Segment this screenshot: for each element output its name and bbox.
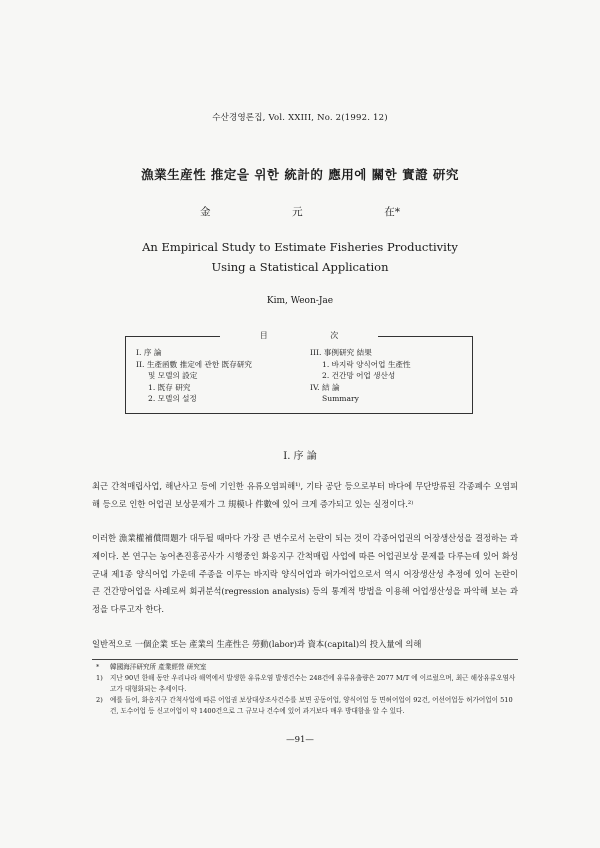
- footnote: [96, 662, 516, 673]
- toc-item: IV. 結 論: [310, 382, 340, 392]
- toc-left-column: [136, 347, 252, 405]
- footnote-text: 韓國海洋研究所 產業經營 研究室: [110, 663, 207, 671]
- toc-item: 2. 건간망 어업 생산성: [322, 371, 396, 380]
- english-title-line-1: An Empirical Study to Estimate Fisheries Productivity: [142, 240, 458, 254]
- toc-item: 2. 모델의 설정: [148, 394, 197, 403]
- paragraph: 최근 간척매립사업, 해난사고 등에 기인한 유류오염피해¹⁾, 기타 공단 등으로부터 바다에 무단방류된 각종폐수 오염피해 등으로 인한 어업권 보상문제가 그 規模나 件數에 있어 크게 증가되고 있는 실정이다.²⁾: [92, 481, 518, 509]
- toc-right-column: [310, 347, 411, 405]
- footnote-text: 예를 들어, 화옹지구 간척사업에 따른 어업권 보상대상조사건수를 보면 공동어업, 양식어업 등 면허어업이 92건, 어선어업등 허가어업이 510건, 도수어업 등 신고어업이 약 1400건으로 그 규모나 건수에 있어 과거보다 매우 방대함을 알 수 있다.: [110, 696, 513, 715]
- toc-item: I. 序 論: [136, 348, 162, 357]
- korean-title: 漁業生産性 推定을 위한 統計的 應用에 關한 實證 研究: [141, 167, 459, 182]
- footnote-mark: 1): [96, 674, 103, 682]
- author-char-2: 元: [292, 206, 303, 218]
- english-title: [0, 237, 600, 277]
- footnote-divider: [92, 659, 518, 660]
- footnote-text: 지난 90년 한해 동안 우리나라 해역에서 발생한 유류오염 발생건수는 248건에 유류유출량은 2077 M/T 에 이르렀으며, 최근 해상유류오염사고가 대형화되는 추세이다.: [110, 674, 516, 693]
- footnote: [96, 673, 516, 695]
- table-of-contents: [125, 331, 473, 414]
- paragraph: 이러한 漁業權補償問題가 대두될 때마다 가장 큰 변수로서 논란이 되는 것이 각종어업권의 어장생산성을 결정하는 과제이다. 본 연구는 농어촌진흥공사가 시행중인 화옹지구 간척매립 사업에 따른 어업권보상 문제를 다루는데 있어 화성군내 제1종 양식어업 가운데 주종을 이루는 바지락 양식어업과 허가어업으로서 역시 어장생산성 추정에 있어 논란이 큰 건간망어업을 사례로써 회귀분석(regression analysis) 등의 통계적 방법을 이용해 어업생산성을 파악해 보는 과정을 다루고자 한다.: [92, 533, 518, 615]
- footnote: [96, 695, 516, 717]
- footnotes: [96, 662, 516, 717]
- footnote-mark: 2): [96, 696, 103, 704]
- toc-item: 1. 바지락 양식어업 生產性: [322, 359, 411, 369]
- paragraph: 일반적으로 一個企業 또는 產業의 生產性은 勞動(labor)과 資本(capital)의 投入量에 의해: [92, 639, 422, 649]
- toc-item: Summary: [322, 394, 359, 403]
- author-char-1: 金: [200, 206, 211, 218]
- footnote-mark: *: [96, 663, 100, 671]
- english-author: Kim, Weon-Jae: [266, 296, 334, 306]
- toc-item: III. 事例研究 結果: [310, 348, 372, 357]
- korean-author: [200, 204, 400, 219]
- page-number: —91—: [286, 735, 314, 745]
- toc-heading: 目 次: [220, 330, 379, 341]
- toc-item: 1. 既存 研究: [148, 382, 191, 392]
- english-title-line-2: Using a Statistical Application: [211, 260, 389, 274]
- toc-item: 및 모델의 設定: [148, 371, 198, 380]
- author-char-3: 在*: [384, 206, 400, 218]
- journal-header: 수산경영론집, Vol. XXIII, No. 2(1992. 12): [212, 113, 388, 123]
- toc-item: II. 生產函數 推定에 관한 既存研究: [136, 359, 253, 369]
- section-heading-text: I. 序 論: [283, 451, 317, 462]
- section-heading: [0, 447, 600, 462]
